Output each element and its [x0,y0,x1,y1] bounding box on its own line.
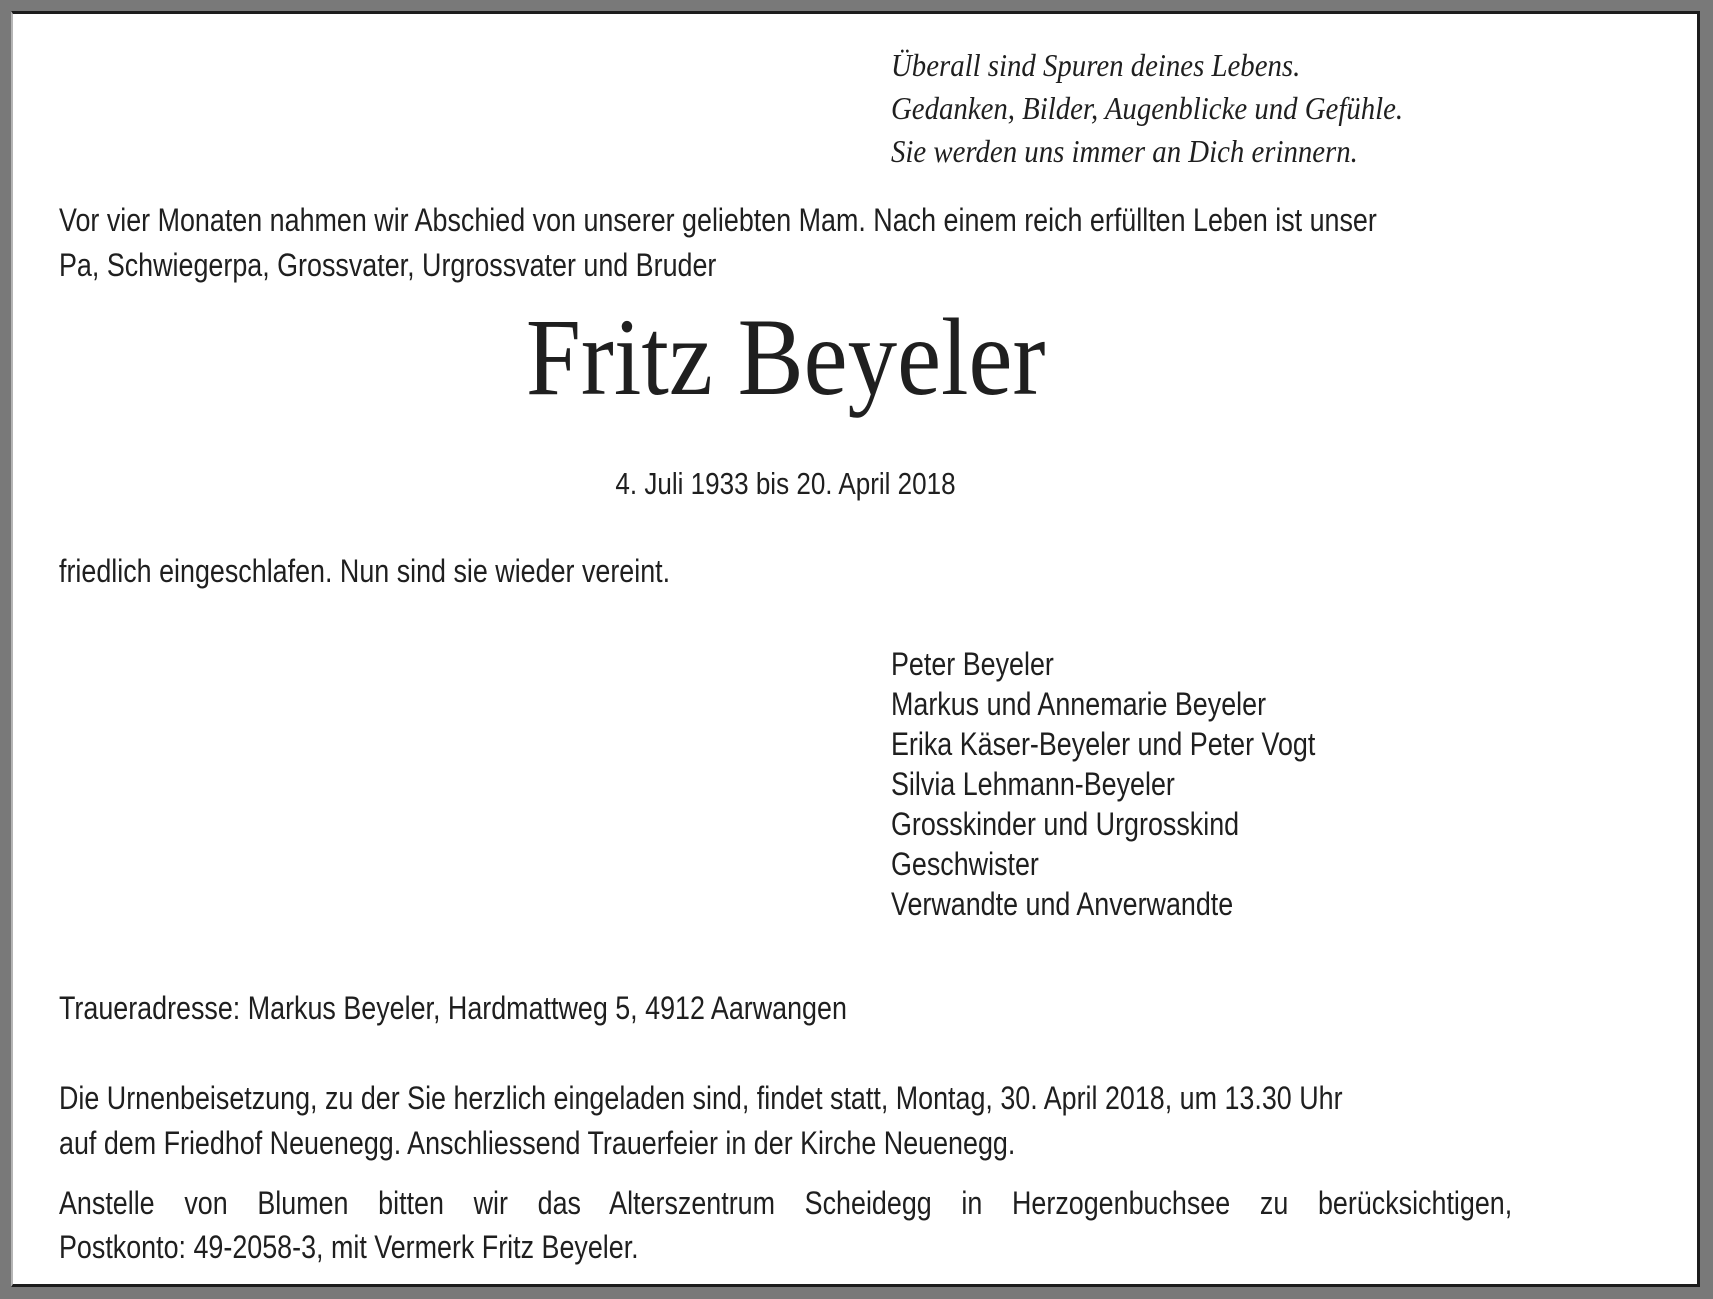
deceased-name-text: Fritz Beyeler [525,296,1046,418]
quote-line-text: Überall sind Spuren deines Lebens. [891,47,1301,83]
intro-line-text: Vor vier Monaten nahmen wir Abschied von unserer geliebten Mam. Nach einem reich erfüllten Leben ist unser [59,202,1377,238]
donations-line [59,1225,1512,1269]
intro-line [59,243,1512,288]
life-dates [59,464,1512,504]
mourner-name: Grosskinder und Urgrosskind [891,806,1240,842]
mourner-line [891,884,1396,924]
donations-line-text: Postkonto: 49-2058-3, mit Vermerk Fritz Beyeler. [59,1229,639,1265]
mourner-name: Peter Beyeler [891,646,1054,682]
mourning-address [59,986,997,1031]
mourning-address-text: Traueradresse: Markus Beyeler, Hardmattweg 5, 4912 Aarwangen [59,990,847,1026]
mourners-list [891,644,1396,924]
mourner-line [891,764,1396,804]
deceased-name-title [59,297,1512,417]
intro-paragraph [59,198,1512,288]
funeral-line-text: Die Urnenbeisetzung, zu der Sie herzlich eingeladen sind, findet statt, Montag, 30. April 2018, um 13.30 Uhr [59,1080,1343,1116]
peaceful-line [59,549,787,594]
intro-line [59,198,1512,243]
mourner-name: Markus und Annemarie Beyeler [891,686,1267,722]
donations-line-justified: Anstelle von Blumen bitten wir das Alterszentrum Scheidegg in Herzogenbuchsee zu berücksichtigen, [59,1185,1513,1221]
mourner-name: Erika Käser-Beyeler und Peter Vogt [891,726,1316,762]
obituary-page [11,11,1700,1287]
funeral-line [59,1076,1512,1121]
quote-line [891,44,1460,87]
memorial-quote [891,44,1460,173]
mourner-line [891,644,1396,684]
mourner-name: Geschwister [891,846,1039,882]
life-dates-text: 4. Juli 1933 bis 20. April 2018 [615,466,956,501]
funeral-line [59,1121,1512,1166]
quote-line-text: Gedanken, Bilder, Augenblicke und Gefühle. [891,90,1404,126]
quote-line [891,130,1460,173]
donations-paragraph [59,1181,1512,1269]
funeral-paragraph [59,1076,1512,1166]
mourner-name: Verwandte und Anverwandte [891,886,1234,922]
intro-line-text: Pa, Schwiegerpa, Grossvater, Urgrossvater und Bruder [59,247,717,283]
mourner-line [891,804,1396,844]
funeral-line-text: auf dem Friedhof Neuenegg. Anschliessend Trauerfeier in der Kirche Neuenegg. [59,1125,1016,1161]
quote-line-text: Sie werden uns immer an Dich erinnern. [891,133,1358,169]
quote-line [891,87,1460,130]
peaceful-line-text: friedlich eingeschlafen. Nun sind sie wieder vereint. [59,553,671,589]
mourner-line [891,844,1396,884]
mourner-name: Silvia Lehmann-Beyeler [891,766,1175,802]
mourner-line [891,724,1396,764]
mourner-line [891,684,1396,724]
